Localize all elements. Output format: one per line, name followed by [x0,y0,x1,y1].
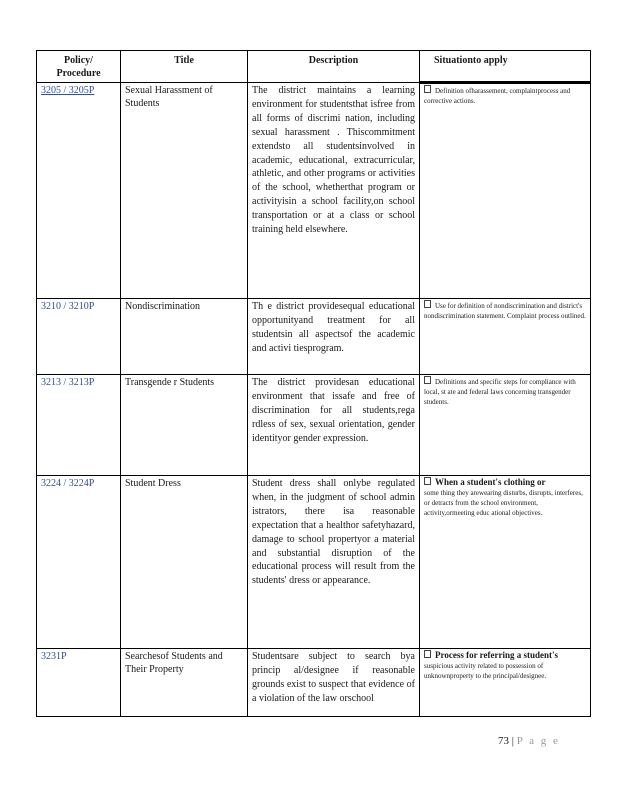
situation-text: Use for definition of nondiscrimination and district's nondiscrimination statement. Complaint process outlined. [424,302,586,320]
checkbox-icon [424,85,431,93]
title-cell: Sexual Harassment of Students [121,83,248,299]
policy-link[interactable]: 3205 / 3205P [41,85,95,96]
situation-lead: When a student's clothing or [435,477,546,487]
checkbox-icon [424,477,431,485]
footer-separator: | [511,735,514,747]
title-cell: Student Dress [121,476,248,649]
situation-text: some thing they arewearing disturbs, disrupts, interferes, or detracts from the school environment, activity,ormeeting educ ational objectives. [424,489,583,517]
situation-text: Definitions and specific steps for compliance with local, st ate and federal laws concerning transgender students. [424,378,576,406]
table-row [37,476,591,649]
header-policy: Policy/ Procedure [37,51,121,83]
description-cell: The district providesan educational environment that issafe and free of discrimination for all students,rega rdless of sex, sexual orientation, gender identityor gender expression. [248,375,420,476]
table-row [37,375,591,476]
title-cell: Searchesof Students and Their Property [121,649,248,717]
policy-cell: 3210 / 3210P [37,299,121,375]
situation-cell [420,83,591,299]
table-row [37,299,591,375]
checkbox-icon [424,650,431,658]
situation-text: suspicious activity related to possession of unknownproperty to the principal/designee. [424,662,547,680]
header-situation: Situationto apply [420,51,591,83]
policy-cell [37,83,121,299]
page-footer [498,735,560,747]
policy-cell: 3224 / 3224P [37,476,121,649]
table-row [37,83,591,299]
description-cell: Th e district providesequal educational opportunityand treatment for all studentsin all aspectsof the academic and activi tiesprogram. [248,299,420,375]
header-title: Title [121,51,248,83]
description-cell: The district maintains a learning environment for studentsthat isfree from all forms of discrimi nation, including sexual harassment . Thiscommitment extendsto all studentsinvolved in academic, educational, extracurricular, athletic, and other programs or activities of the school, whetherthat program or activityisin a school facility,on school transportation or at a class or school training held elsewhere. [248,83,420,299]
checkbox-icon [424,376,431,384]
situation-lead: Process for referring a student's [435,650,558,660]
policy-cell: 3231P [37,649,121,717]
title-cell: Transgende r Students [121,375,248,476]
policy-cell: 3213 / 3213P [37,375,121,476]
situation-cell [420,649,591,717]
table-header-row [37,51,591,83]
title-cell: Nondiscrimination [121,299,248,375]
page-number: 73 [498,735,509,747]
header-description: Description [248,51,420,83]
table-row [37,649,591,717]
situation-cell [420,299,591,375]
situation-text: Definition ofharassement, complaintprocess and corrective actions. [424,87,571,105]
situation-cell [420,476,591,649]
policy-table [36,50,591,717]
situation-cell [420,375,591,476]
page-label: P a g e [516,735,560,747]
description-cell: Studentsare subject to search bya princip al/designee if reasonable grounds exist to suspect that evidence of a violation of the law orschool [248,649,420,717]
description-cell: Student dress shall onlybe regulated when, in the judgment of school admin istrators, there isa reasonable expectation that a healthor safetyhazard, damage to school propertyor a material and substantial disruption of the educational process will result from the students' dress or appearance. [248,476,420,649]
checkbox-icon [424,300,431,308]
